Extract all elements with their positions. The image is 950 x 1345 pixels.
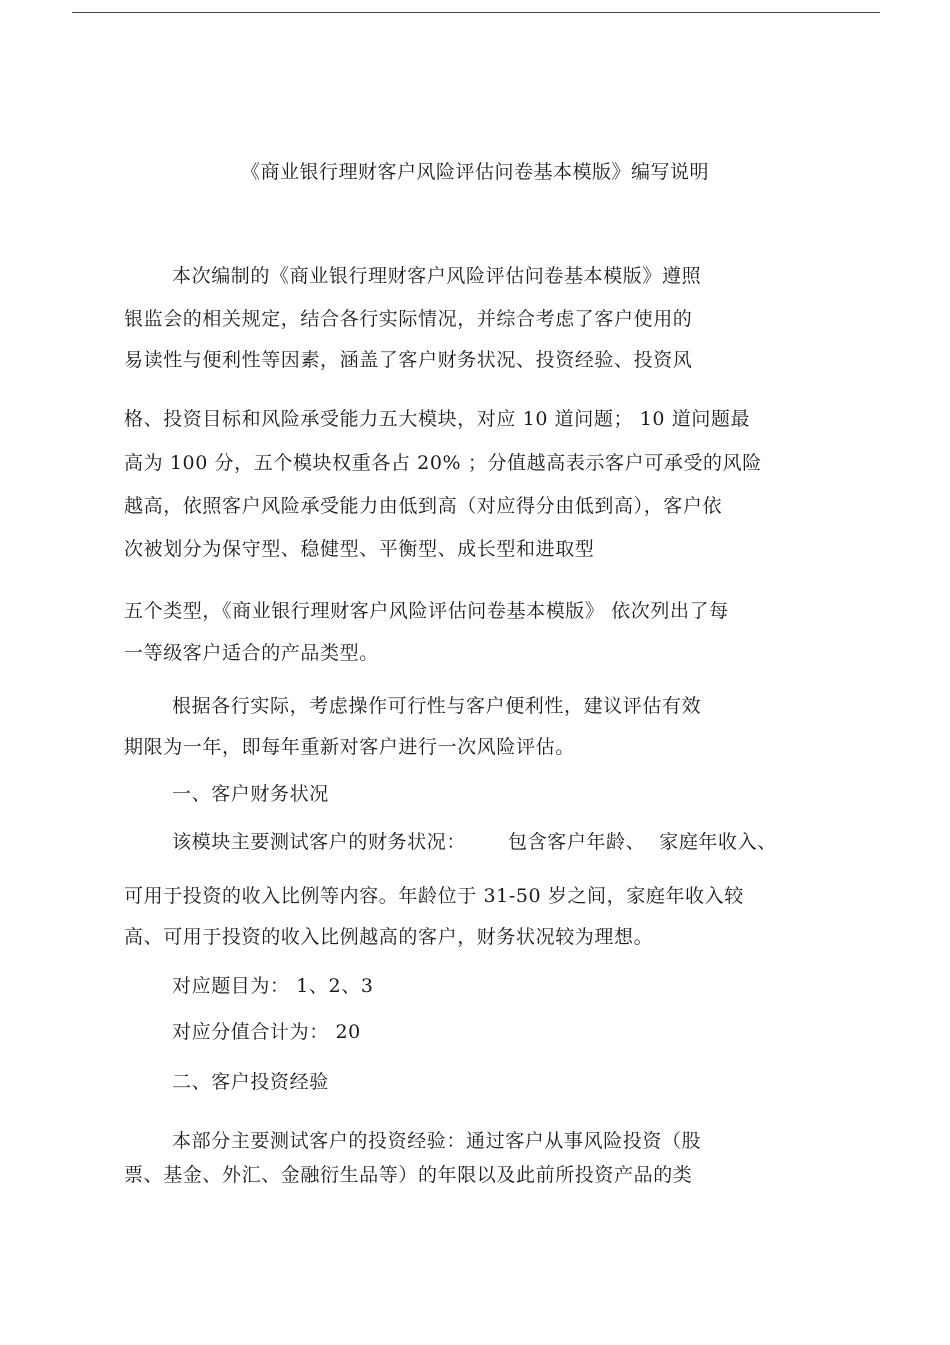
paragraph-line: 五个类型，《商业银行理财客户风险评估问卷基本模版》 依次列出了每 xyxy=(124,600,729,622)
paragraph-line: 银监会的相关规定，结合各行实际情况，并综合考虑了客户使用的 xyxy=(124,308,693,330)
paragraph-line: 根据各行实际，考虑操作可行性与客户便利性，建议评估有效 xyxy=(172,695,702,717)
document-title: 《商业银行理财客户风险评估问卷基本模版》编写说明 xyxy=(240,161,709,183)
section-heading: 二、客户投资经验 xyxy=(172,1071,329,1093)
line-segment: 家庭年收入、 xyxy=(659,831,777,853)
paragraph-line: 高为 100 分，五个模块权重各占 20% ；分值越高表示客户可承受的风险 xyxy=(124,452,762,474)
line-segment: 包含客户年龄、 xyxy=(508,831,646,853)
paragraph-line: 次被划分为保守型、稳健型、平衡型、成长型和进取型 xyxy=(124,538,595,560)
paragraph-line: 可用于投资的收入比例等内容。年龄位于 31-50 岁之间，家庭年收入较 xyxy=(124,885,744,907)
questions-line: 对应题目为： 1、2、3 xyxy=(172,975,374,997)
paragraph-line: 本次编制的《商业银行理财客户风险评估问卷基本模版》遵照 xyxy=(172,265,702,287)
paragraph-line: 越高，依照客户风险承受能力由低到高（对应得分由低到高），客户依 xyxy=(124,495,723,517)
paragraph-line: 高、可用于投资的收入比例越高的客户，财务状况较为理想。 xyxy=(124,926,654,948)
paragraph-line xyxy=(172,830,777,854)
top-rule xyxy=(72,12,880,13)
paragraph-line: 一等级客户适合的产品类型。 xyxy=(124,642,379,664)
paragraph-line: 本部分主要测试客户的投资经验：通过客户从事风险投资（股 xyxy=(172,1130,702,1152)
score-line: 对应分值合计为： 20 xyxy=(172,1021,361,1043)
paragraph-line: 易读性与便利性等因素，涵盖了客户财务状况、投资经验、投资风 xyxy=(124,349,693,371)
paragraph-line: 票、基金、外汇、金融衍生品等）的年限以及此前所投资产品的类 xyxy=(124,1164,693,1186)
line-segment: 该模块主要测试客户的财务状况： xyxy=(172,831,467,853)
section-heading: 一、客户财务状况 xyxy=(172,783,329,805)
paragraph-line: 期限为一年，即每年重新对客户进行一次风险评估。 xyxy=(124,736,575,758)
paragraph-line: 格、投资目标和风险承受能力五大模块，对应 10 道问题； 10 道问题最 xyxy=(124,408,751,430)
